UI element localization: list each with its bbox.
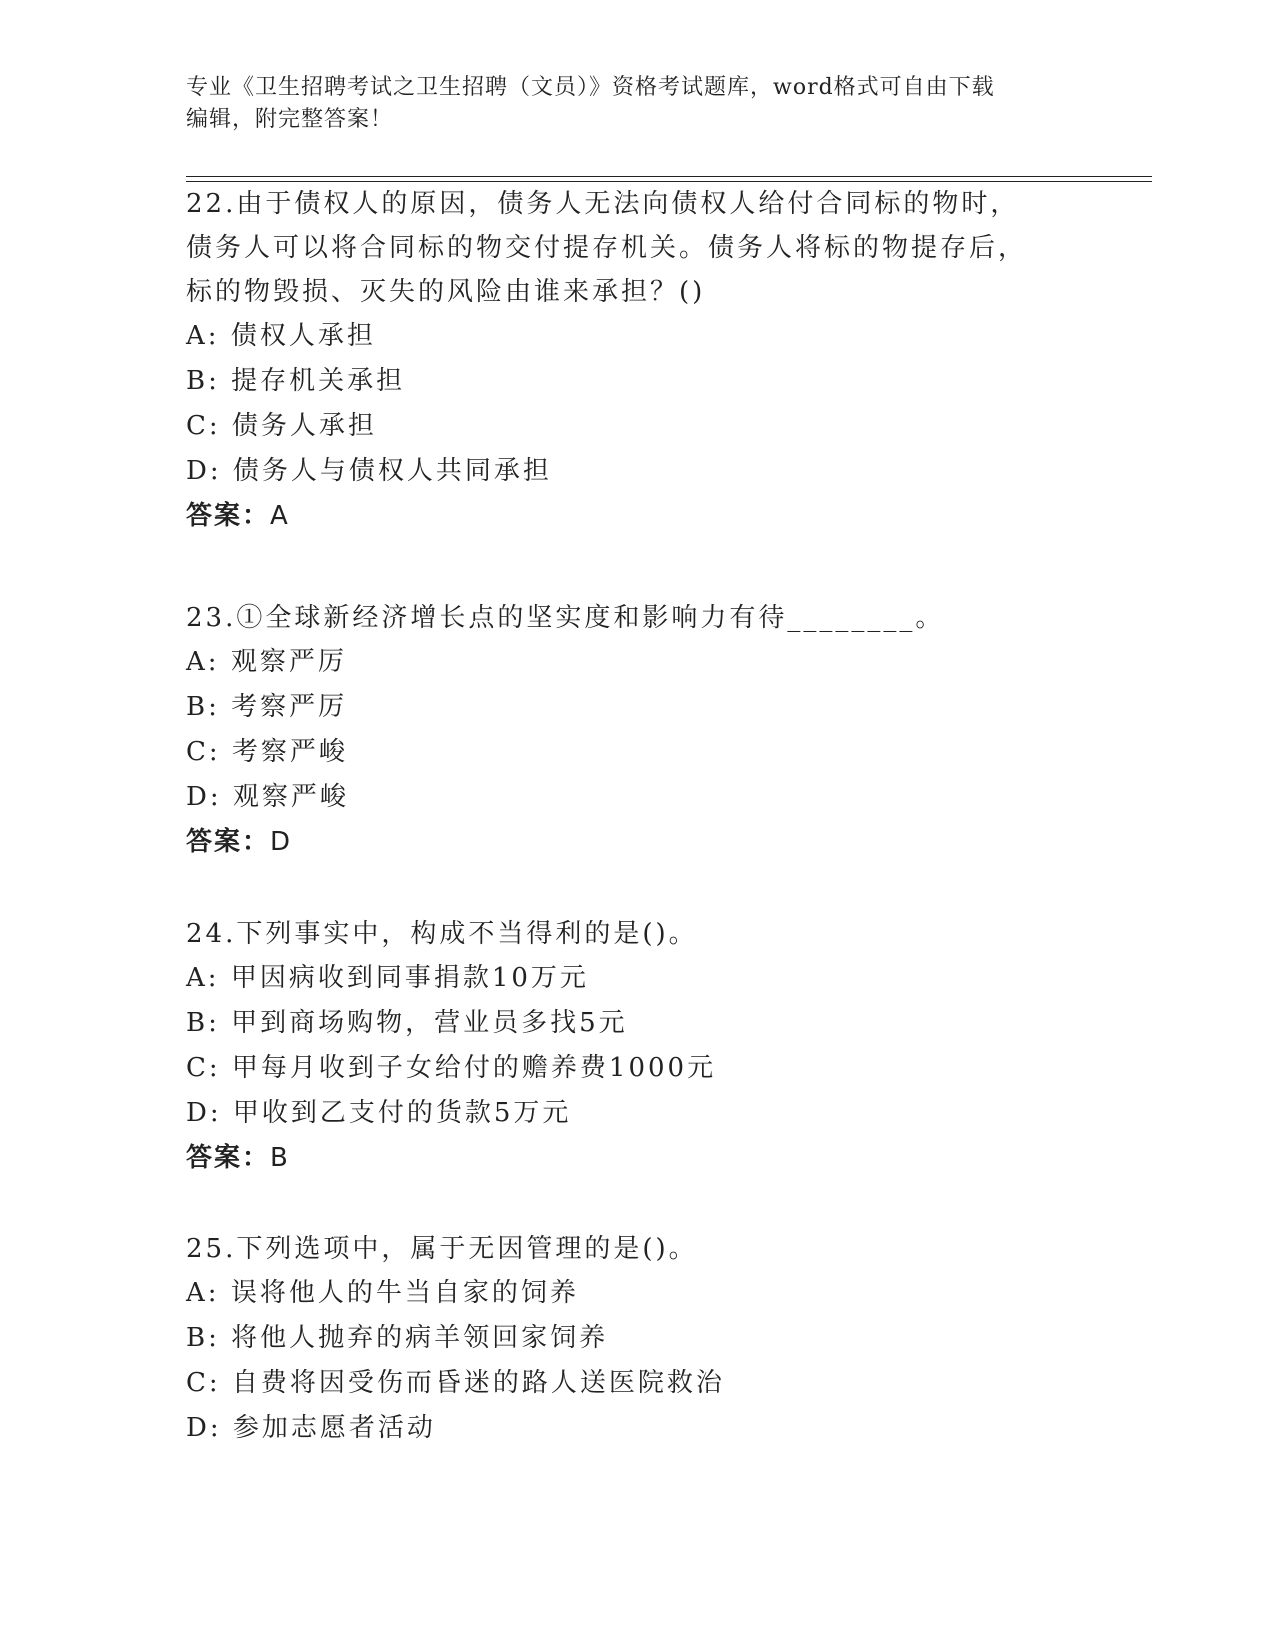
- option-text: 债权人承担: [230, 321, 376, 351]
- answer-value: D: [270, 827, 293, 857]
- option-text: 甲收到乙支付的货款5万元: [232, 1098, 572, 1128]
- answer-label: 答案：: [186, 501, 271, 531]
- option-d: [186, 449, 1086, 494]
- answer-value: A: [270, 501, 290, 531]
- option-letter: B:: [186, 1008, 220, 1038]
- header-line-2: 编辑，附完整答案！: [186, 107, 394, 132]
- header-line-1: 专业《卫生招聘考试之卫生招聘（文员）》资格考试题库，word格式可自由下载: [186, 75, 995, 100]
- option-text: 提存机关承担: [231, 366, 406, 396]
- option-c: [186, 1046, 1086, 1091]
- option-a: [186, 640, 1086, 685]
- option-letter: D:: [186, 1413, 222, 1443]
- option-letter: D:: [186, 456, 222, 486]
- question-stem: 22.由于债权人的原因，债务人无法向债权人给付合同标的物时，债务人可以将合同标的物交付提存机关。债务人将标的物提存后，标的物毁损、灭失的风险由谁来承担？(): [186, 189, 1028, 307]
- option-d: [186, 775, 1086, 820]
- option-letter: C:: [186, 1053, 221, 1083]
- answer-label: 答案：: [186, 827, 271, 857]
- option-a: [186, 956, 1086, 1001]
- option-letter: A:: [186, 321, 220, 351]
- option-letter: C:: [186, 737, 221, 767]
- option-letter: A:: [186, 963, 220, 993]
- option-text: 债务人与债权人共同承担: [232, 456, 552, 486]
- option-letter: B:: [186, 366, 220, 396]
- option-text: 参加志愿者活动: [232, 1413, 436, 1443]
- option-c: [186, 404, 1086, 449]
- option-letter: B:: [186, 1323, 220, 1353]
- option-text: 甲每月收到子女给付的赡养费1000元: [231, 1053, 717, 1083]
- option-a: [186, 1271, 1086, 1316]
- option-letter: A:: [186, 1278, 220, 1308]
- answer-line: [186, 820, 1086, 865]
- option-text: 观察严峻: [232, 782, 349, 812]
- option-letter: C:: [186, 1368, 221, 1398]
- option-text: 甲到商场购物，营业员多找5元: [231, 1008, 628, 1038]
- option-b: [186, 1001, 1086, 1046]
- option-c: [186, 730, 1086, 775]
- option-text: 将他人抛弃的病羊领回家饲养: [231, 1323, 609, 1353]
- option-text: 自费将因受伤而昏迷的路人送医院救治: [231, 1368, 725, 1398]
- question-24: [186, 912, 1086, 1181]
- header-divider-top: [186, 176, 1152, 177]
- option-letter: D:: [186, 1098, 222, 1128]
- answer-value: B: [270, 1143, 290, 1173]
- option-a: [186, 314, 1086, 359]
- option-b: [186, 359, 1086, 404]
- option-text: 债务人承担: [231, 411, 377, 441]
- option-letter: A:: [186, 647, 220, 677]
- document-header: [186, 72, 1066, 136]
- option-letter: C:: [186, 411, 221, 441]
- question-stem: 24.下列事实中，构成不当得利的是()。: [186, 919, 698, 949]
- question-stem: 23.①全球新经济增长点的坚实度和影响力有待________。: [186, 603, 945, 633]
- question-stem: 25.下列选项中，属于无因管理的是()。: [186, 1234, 698, 1264]
- option-text: 考察严厉: [231, 692, 348, 722]
- question-23: [186, 596, 1086, 865]
- question-25: [186, 1227, 1086, 1451]
- option-text: 考察严峻: [231, 737, 348, 767]
- option-b: [186, 685, 1086, 730]
- answer-label: 答案：: [186, 1143, 271, 1173]
- option-text: 误将他人的牛当自家的饲养: [230, 1278, 579, 1308]
- answer-line: [186, 494, 1086, 539]
- option-letter: D:: [186, 782, 222, 812]
- option-c: [186, 1361, 1086, 1406]
- answer-line: [186, 1136, 1086, 1181]
- option-text: 甲因病收到同事捐款10万元: [230, 963, 589, 993]
- option-d: [186, 1091, 1086, 1136]
- option-letter: B:: [186, 692, 220, 722]
- question-22: [186, 182, 1086, 539]
- option-text: 观察严厉: [230, 647, 347, 677]
- option-d: [186, 1406, 1086, 1451]
- option-b: [186, 1316, 1086, 1361]
